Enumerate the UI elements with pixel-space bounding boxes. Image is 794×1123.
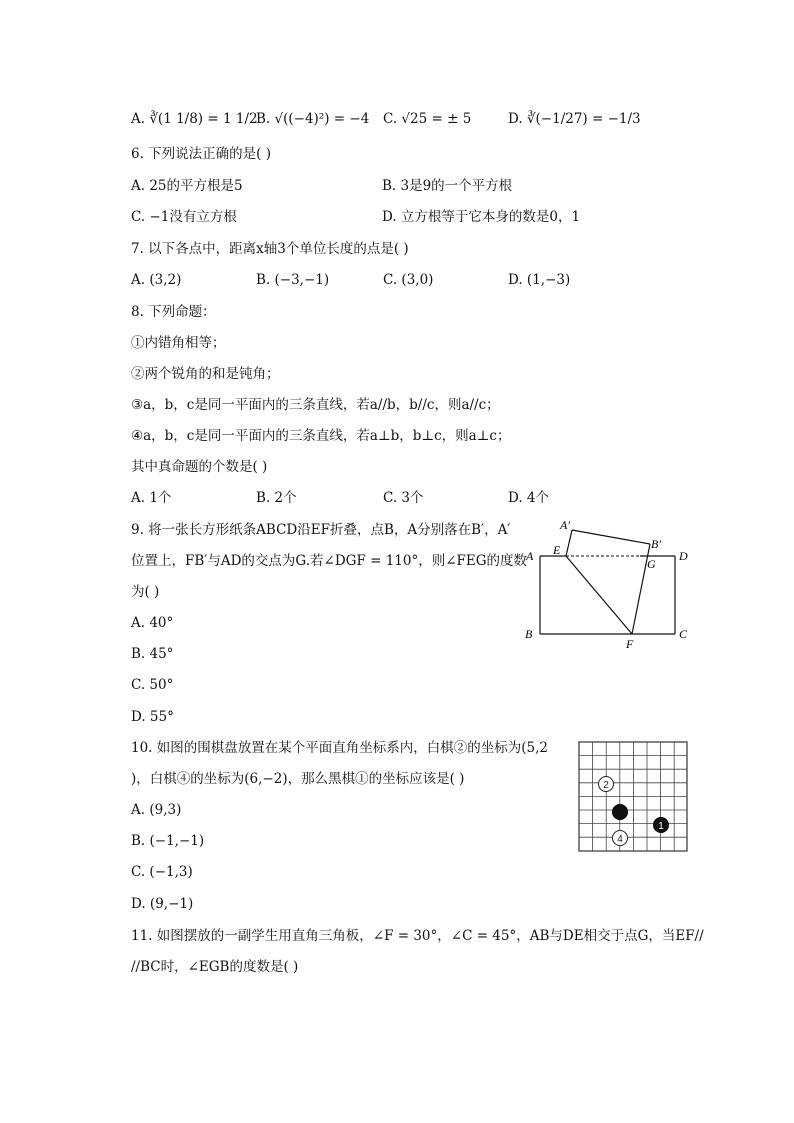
q6-option-b: B. 3是9的一个平方根 (382, 178, 513, 194)
q10-option-a: A. (9,3) (131, 802, 182, 818)
label-E: E (553, 543, 561, 557)
board-grid (579, 742, 687, 851)
black-stone-center (613, 805, 628, 820)
q8-prompt: 其中真命题的个数是( ) (131, 459, 268, 475)
label-A1: A′ (560, 518, 570, 532)
q9-option-d: D. 55° (131, 709, 174, 725)
stone-number-4: 4 (617, 834, 623, 845)
label-A: A (526, 549, 534, 563)
q8-option-c: C. 3个 (383, 490, 424, 506)
q7-option-b: B. (−3,−1) (256, 272, 330, 288)
label-B: B (525, 627, 533, 641)
q8-statement-3: ③a，b，c是同一平面内的三条直线，若a//b，b//c，则a//c； (131, 397, 500, 413)
white-stone-4 (613, 831, 628, 846)
q5-option-d: D. ∛(−1/27) = −1/3 (508, 111, 641, 127)
q8-option-b: B. 2个 (256, 490, 297, 506)
q6-stem: 6. 下列说法正确的是( ) (131, 146, 271, 162)
label-B1: B′ (651, 537, 661, 551)
q9-option-a: A. 40° (131, 615, 174, 631)
q9-option-b: B. 45° (131, 646, 174, 662)
q8-stem: 8. 下列命题： (131, 304, 216, 320)
q7-option-a: A. (3,2) (131, 272, 182, 288)
q9-option-c: C. 50° (131, 677, 174, 693)
q5-option-a: A. ∛(1 1/8) = 1 1/2 (131, 111, 258, 127)
label-C: C (679, 627, 688, 641)
q9-line-2: 位置上，FB′与AD的交点为G.若∠DGF = 110°，则∠FEG的度数 (131, 553, 528, 569)
black-stone-1 (654, 818, 669, 833)
fold-EF (566, 556, 632, 634)
q10-go-board (578, 741, 690, 853)
q10-option-c: C. (−1,3) (131, 864, 193, 880)
white-stone-2 (599, 777, 614, 792)
q11-line-1: 11. 如图摆放的一副学生用直角三角板，∠F = 30°，∠C = 45°，AB与DE相交于点G，当EF// (131, 928, 704, 944)
edge-A1B1 (572, 530, 650, 544)
q10-line-1: 10. 如图的围棋盘放置在某个平面直角坐标系内，白棋②的坐标为(5,2 (131, 740, 548, 756)
q9-line-1: 9. 将一张长方形纸条ABCD沿EF折叠，点B，A分别落在B′，A′ (131, 522, 511, 538)
q5-option-b: B. √((−4)²) = −4 (256, 111, 370, 127)
q8-statement-4: ④a，b，c是同一平面内的三条直线，若a⊥b，b⊥c，则a⊥c； (131, 428, 511, 444)
q7-stem: 7. 以下各点中，距离x轴3个单位长度的点是( ) (131, 241, 409, 257)
q8-statement-1: ①内错角相等； (131, 335, 226, 351)
q10-line-2: )，白棋④的坐标为(6,−2)，那么黑棋①的坐标应该是( ) (131, 771, 465, 787)
q11-line-2: //BC时，∠EGB的度数是( ) (131, 959, 299, 975)
stone-number-1: 1 (658, 821, 664, 832)
stone-number-2: 2 (603, 780, 609, 791)
q8-option-a: A. 1个 (131, 490, 172, 506)
q5-option-c: C. √25 = ± 5 (383, 111, 472, 127)
q10-option-d: D. (9,−1) (131, 896, 194, 912)
q6-option-a: A. 25的平方根是5 (131, 178, 243, 194)
q8-option-d: D. 4个 (508, 490, 550, 506)
q7-option-c: C. (3,0) (383, 272, 434, 288)
label-D: D (679, 549, 688, 563)
q7-option-d: D. (1,−3) (508, 272, 571, 288)
label-F: F (626, 637, 634, 651)
q9-line-3: 为( ) (131, 584, 160, 600)
q6-option-c: C. −1没有立方根 (131, 209, 237, 225)
edge-EA1 (566, 530, 572, 556)
q10-option-b: B. (−1,−1) (131, 833, 205, 849)
q9-fold-figure (520, 514, 700, 654)
label-G: G (647, 557, 656, 571)
q6-option-d: D. 立方根等于它本身的数是0，1 (382, 209, 581, 225)
q8-statement-2: ②两个锐角的和是钝角； (131, 366, 280, 382)
